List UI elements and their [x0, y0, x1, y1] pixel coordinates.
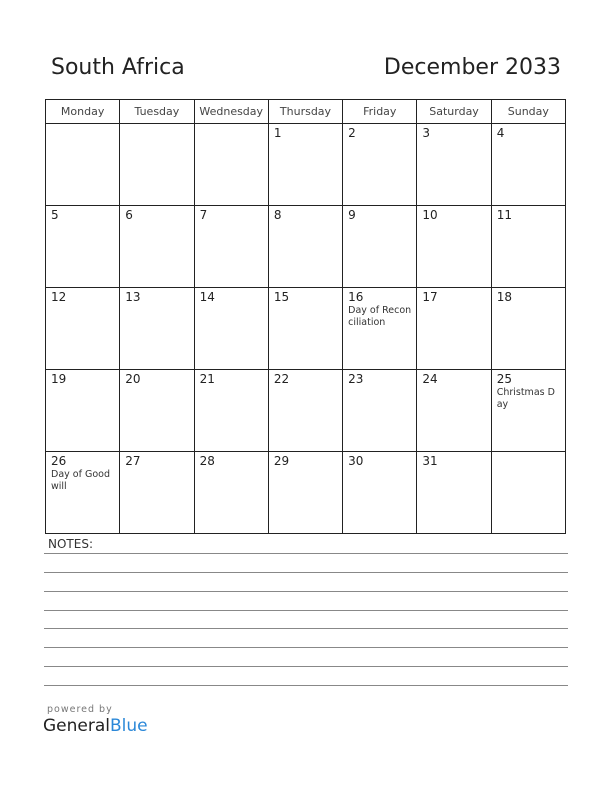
day-cell [120, 370, 194, 452]
day-cell [343, 288, 417, 370]
day-number: 4 [496, 126, 505, 140]
logo-general: General [43, 716, 110, 736]
day-number: 21 [199, 372, 215, 386]
day-cell [268, 370, 342, 452]
day-cell [491, 370, 565, 452]
day-cell [268, 124, 342, 206]
day-cell [491, 124, 565, 206]
weekday-header: Sunday [491, 100, 565, 124]
weekday-header: Saturday [417, 100, 491, 124]
day-cell [194, 206, 268, 288]
week-row [46, 288, 566, 370]
calendar-grid [45, 99, 566, 534]
day-number: 24 [422, 372, 438, 386]
day-cell [120, 206, 194, 288]
day-number: 11 [496, 208, 512, 222]
generalblue-logo [43, 716, 148, 736]
day-number: 19 [51, 372, 67, 386]
weekday-header: Wednesday [194, 100, 268, 124]
day-number: 15 [273, 290, 290, 304]
day-cell [46, 124, 120, 206]
day-cell [417, 452, 491, 534]
day-cell [268, 288, 342, 370]
day-number: 27 [125, 454, 141, 468]
notes-line [44, 628, 568, 629]
day-cell [417, 124, 491, 206]
day-cell [268, 452, 342, 534]
day-cell [343, 452, 417, 534]
day-cell [120, 124, 194, 206]
notes-line [44, 572, 568, 573]
day-cell [491, 288, 565, 370]
week-row [46, 124, 566, 206]
week-row [46, 452, 566, 534]
day-number: 31 [422, 454, 438, 468]
day-cell [417, 288, 491, 370]
day-cell [417, 370, 491, 452]
day-number: 22 [273, 372, 290, 386]
day-number: 12 [51, 290, 67, 304]
country-title: South Africa [51, 55, 185, 80]
notes-line [44, 666, 568, 667]
day-number: 13 [125, 290, 141, 304]
weekday-header: Monday [46, 100, 120, 124]
day-cell [343, 124, 417, 206]
day-cell [120, 452, 194, 534]
day-number: 6 [125, 208, 133, 222]
day-number: 10 [422, 208, 438, 222]
notes-label: NOTES: [48, 537, 93, 551]
day-cell [268, 206, 342, 288]
day-number: 16 [348, 290, 364, 304]
weekday-header: Thursday [268, 100, 342, 124]
day-number: 18 [496, 290, 512, 304]
day-cell [417, 206, 491, 288]
day-number: 26 [51, 454, 67, 468]
day-number: 30 [348, 454, 364, 468]
weekday-header: Tuesday [120, 100, 194, 124]
day-cell [46, 288, 120, 370]
weekday-header: Friday [343, 100, 417, 124]
day-number: 5 [51, 208, 59, 222]
day-cell [343, 206, 417, 288]
notes-line [44, 591, 568, 592]
day-cell [491, 452, 565, 534]
day-number: 17 [422, 290, 438, 304]
weekday-header-row [46, 100, 566, 124]
day-cell [194, 124, 268, 206]
day-cell [194, 370, 268, 452]
day-number: 7 [199, 208, 208, 222]
day-number: 29 [273, 454, 290, 468]
holiday-label: Day of Reconciliation [348, 305, 412, 328]
day-cell [46, 452, 120, 534]
day-number: 1 [273, 126, 282, 140]
day-cell [194, 288, 268, 370]
notes-line [44, 553, 568, 554]
day-number: 28 [199, 454, 215, 468]
day-number: 2 [348, 126, 356, 140]
notes-line [44, 685, 568, 686]
week-row [46, 370, 566, 452]
day-number: 25 [496, 372, 512, 386]
powered-by-text: powered by [47, 704, 113, 715]
day-cell [491, 206, 565, 288]
day-cell [46, 206, 120, 288]
day-number: 23 [348, 372, 364, 386]
day-number: 20 [125, 372, 141, 386]
week-row [46, 206, 566, 288]
day-cell [194, 452, 268, 534]
day-cell [343, 370, 417, 452]
logo-blue: Blue [110, 716, 148, 736]
day-number: 9 [348, 208, 356, 222]
day-number: 14 [199, 290, 215, 304]
notes-line [44, 610, 568, 611]
notes-line [44, 647, 568, 648]
holiday-label: Day of Goodwill [51, 469, 110, 492]
day-number: 3 [422, 126, 431, 140]
day-number: 8 [273, 208, 282, 222]
day-cell [120, 288, 194, 370]
holiday-label: Christmas Day [496, 387, 555, 410]
day-cell [46, 370, 120, 452]
month-title: December 2033 [383, 55, 561, 80]
